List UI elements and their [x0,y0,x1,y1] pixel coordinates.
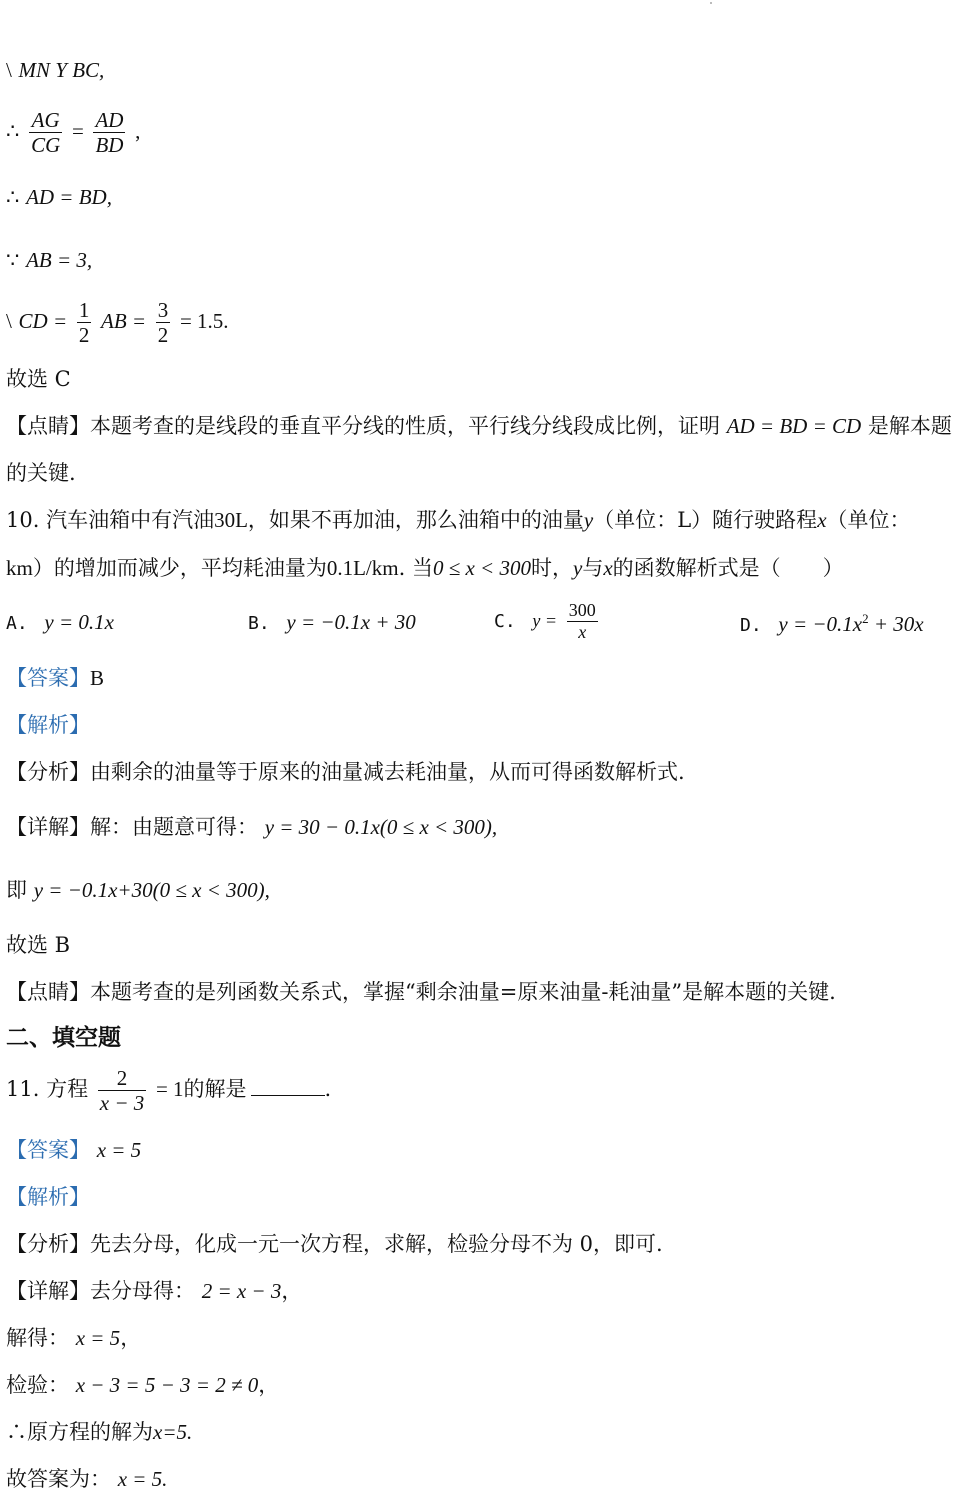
dianjing-text: 本题考查的是列函数关系式，掌握“剩余油量=原来油量-耗油量”是解本题的关键. [90,980,836,1004]
dianjing-q9-cont: 的关键. [6,461,76,485]
fraction-one-half [77,298,92,347]
q11-final [6,1469,167,1490]
option-label: D. [740,615,762,636]
line-ab-eq-3 [6,250,92,271]
q10-text-i: 的函数解析式是（ ） [612,556,844,580]
q10-text-e: ）的增加而减少，平均耗油量为 [32,556,327,580]
dianjing-tag: 【点睛】 [6,980,90,1004]
q10-ji [6,880,270,901]
q11-jie [6,1328,141,1349]
numerator: 3 [157,298,169,322]
because-symbol: ∵ [6,248,20,272]
ji-text: 即 [6,878,27,902]
equals: = [71,119,84,144]
option-expr-a: y = −0.1x [778,612,863,636]
option-b [248,612,416,633]
q11-fraction [98,1066,147,1115]
fraction-ad-bd [93,108,125,157]
q11-fenxi [6,1234,663,1255]
denominator: x − 3 [99,1091,145,1116]
line-ad-eq-bd [6,187,112,208]
q10-options [6,600,966,650]
numerator: 2 [98,1066,147,1091]
option-label: A. [6,613,28,634]
dianjing-tail: 是解本题 [867,414,952,438]
comma: , [135,119,141,144]
jianyan-text: 检验： [6,1373,69,1397]
denominator: x [578,621,587,642]
line-ratio [6,108,140,157]
q10-text-f: . 当 [398,556,433,580]
answer-value: B [90,666,105,690]
q10-text-h: 与 [582,556,604,580]
jie-text: 解得： [6,1326,69,1350]
jianyan-tail: ， [258,1373,280,1397]
q11-answer [6,1140,141,1161]
option-lhs: y = [532,610,558,631]
section-title: 二、填空题 [6,1025,121,1051]
xiangjie-tag: 【详解】 [6,815,90,839]
dianjing-text: 本题考查的是线段的垂直平分线的性质，平行线分线段成比例，证明 [90,414,720,438]
q10-stem-line1 [6,510,911,531]
q10-choose: 故选 B [6,933,71,957]
ji-math: y = −0.1x+30(0 ≤ x < 300), [33,878,270,902]
math-rhs: = 1.5. [179,309,229,334]
q10-var-x: x [817,508,827,532]
option-expr: y = 0.1x [44,610,114,634]
q10-analysis-tag: 【解析】 [6,713,90,737]
q10-rate: 0.1L/km [326,556,399,580]
q10-range: 0 ≤ x < 300 [432,556,531,580]
option-expr: y = −0.1x + 30 [286,610,416,634]
denominator: 2 [157,323,169,348]
q11-stem [6,1066,331,1115]
xiangjie-text: 去分母得： [90,1279,195,1303]
final-text: 故答案为： [6,1467,111,1491]
answer-tag: 【答案】 [6,1138,90,1162]
option-c-fraction [567,600,598,642]
q10-km: km [6,556,33,580]
root-math: x=5. [153,1420,193,1444]
q11-xiangjie [6,1281,302,1302]
fenxi-text: 先去分母，化成一元一次方程，求解，检验分母不为 0，即可. [90,1232,663,1256]
q10-text-d: （单位： [826,508,911,532]
answer-blank [251,1095,325,1096]
q10-y2: y [572,556,583,580]
root-text: ∴原方程的解为 [6,1420,153,1444]
q10-text-a: 10. 汽车油箱中有汽油 [6,508,215,532]
xiangjie-tag: 【详解】 [6,1279,90,1303]
jie-math: x = 5 [75,1326,121,1350]
q10-text-b: ，如果不再加油，那么油箱中的油量 [247,508,584,532]
option-label: C. [494,610,516,632]
q10-fenxi [6,762,685,783]
q11-analysis-tag: 【解析】 [6,1185,90,1209]
xiangjie-tail: ， [281,1279,303,1303]
dianjing-tag: 【点睛】 [6,414,90,438]
option-expr-b: + 30x [868,612,924,636]
choose-c: 故选 C [6,367,71,391]
math-mid: AB = [101,309,147,334]
denominator: CG [31,133,61,158]
fenxi-tag: 【分析】 [6,1232,90,1256]
jie-tail: ， [120,1326,142,1350]
answer-value: x = 5 [96,1138,142,1162]
option-d [740,612,924,635]
denominator: BD [95,133,124,158]
xiangjie-math: 2 = x − 3 [201,1279,282,1303]
q10-xiangjie [6,817,497,838]
page-mark [710,2,712,4]
numerator: AG [29,108,62,133]
math-expr: MN Y BC, [18,58,105,82]
numerator: 1 [78,298,90,322]
fenxi-tag: 【分析】 [6,760,90,784]
symbol: \ [6,58,12,82]
numerator: 300 [568,600,596,620]
option-a [6,612,114,633]
q11-prefix: 11. 方程 [6,1077,89,1102]
xiangjie-math: y = 30 − 0.1x(0 ≤ x < 300), [264,815,498,839]
fraction-three-halves [156,298,171,347]
math-expr: AD = BD, [26,185,112,209]
math-lhs: CD = [18,309,68,334]
fraction-ag-cg [29,108,62,157]
q10-30l: 30L [214,508,248,532]
numerator: AD [95,108,124,132]
q11-root [6,1422,192,1443]
q11-eq: = 1的解是 [155,1077,247,1102]
jianyan-math: x − 3 = 5 − 3 = 2 ≠ 0 [75,1373,259,1397]
fenxi-text: 由剩余的油量等于原来的油量减去耗油量，从而可得函数解析式. [90,760,685,784]
q10-text-g: 时， [530,556,573,580]
line-mn-parallel-bc [6,60,104,81]
answer-tag: 【答案】 [6,666,90,690]
q10-text-c: （单位：L）随行驶路程 [593,508,818,532]
line-cd-value [6,298,229,347]
math-expr: AB = 3, [26,248,93,272]
therefore-symbol: ∴ [6,185,20,209]
q11-suffix: . [324,1077,332,1102]
symbol: \ [6,309,12,334]
option-label: B. [248,613,270,634]
therefore-symbol: ∴ [6,119,20,144]
final-math: x = 5. [117,1467,168,1491]
q10-var-y: y [583,508,594,532]
option-exponent: 2 [862,611,869,626]
option-c [494,600,601,642]
xiangjie-text: 解：由题意可得： [90,815,258,839]
q11-jianyan [6,1375,279,1396]
dianjing-math: AD = BD = CD [726,414,862,438]
q10-dianjing [6,982,836,1003]
q10-answer [6,668,104,689]
dianjing-q9 [6,416,952,437]
q10-x2: x [603,556,613,580]
q10-stem-line2 [6,558,844,579]
denominator: 2 [78,323,90,348]
